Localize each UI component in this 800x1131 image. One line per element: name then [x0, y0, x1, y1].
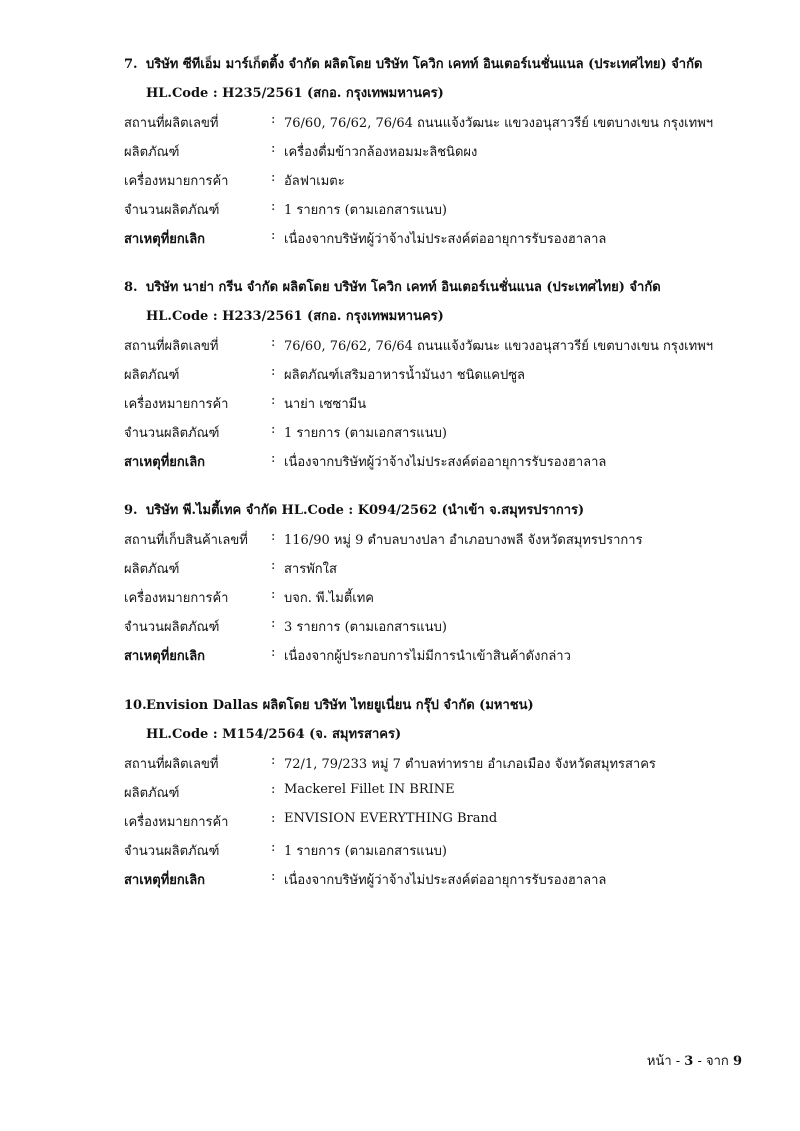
row-label: สถานที่ผลิตเลขที่: [124, 339, 219, 354]
colon: :: [271, 782, 276, 797]
row-value: Mackerel Fillet IN BRINE: [284, 782, 455, 797]
row-label: เครื่องหมายการค้า: [124, 174, 229, 189]
entry-company: บริษัท ซีทีเอ็ม มาร์เก็ตติ้ง จำกัด ผลิตโดย บริษัท โควิก เคทท์ อินเตอร์เนชั่นแนล (ประเทศไทย) จำกัด: [146, 57, 703, 72]
row-value: เนื่องจากบริษัทผู้ว่าจ้างไม่ประสงค์ต่ออายุการรับรองฮาลาล: [284, 873, 607, 888]
entry-number: 9.: [124, 503, 138, 518]
entry-company: บริษัท พี.ไมตี้เทค จำกัด HL.Code : K094/2562 (นำเข้า จ.สมุทรปราการ): [146, 503, 585, 518]
colon: :: [271, 170, 276, 185]
colon: :: [271, 616, 276, 631]
colon: :: [271, 558, 276, 573]
row-label: เครื่องหมายการค้า: [124, 815, 229, 830]
entry-title: [124, 53, 702, 74]
page-total: 9: [732, 1054, 742, 1069]
page-current: 3: [684, 1054, 694, 1069]
row-label: สถานที่ผลิตเลขที่: [124, 757, 219, 772]
colon: :: [271, 393, 276, 408]
row-value: 3 รายการ (ตามเอกสารแนบ): [284, 620, 447, 635]
row-label: สาเหตุที่ยกเลิก: [124, 455, 206, 470]
row-label: จำนวนผลิตภัณฑ์: [124, 426, 220, 441]
row-label: ผลิตภัณฑ์: [124, 786, 180, 801]
row-value: 76/60, 76/62, 76/64 ถนนแจ้งวัฒนะ แขวงอนุสาวรีย์ เขตบางเขน กรุงเทพฯ: [284, 116, 714, 131]
colon: :: [271, 141, 276, 156]
hl-code: HL.Code : H235/2561 (สกอ. กรุงเทพมหานคร): [146, 86, 444, 101]
row-label: จำนวนผลิตภัณฑ์: [124, 203, 220, 218]
row-value: เนื่องจากบริษัทผู้ว่าจ้างไม่ประสงค์ต่ออายุการรับรองฮาลาล: [284, 232, 607, 247]
row-label: เครื่องหมายการค้า: [124, 397, 229, 412]
entry-title: [124, 694, 534, 715]
row-value: ผลิตภัณฑ์เสริมอาหารน้ำมันงา ชนิดแคปซูล: [284, 368, 526, 383]
colon: :: [271, 112, 276, 127]
entry-title: [124, 276, 661, 297]
row-label: จำนวนผลิตภัณฑ์: [124, 844, 220, 859]
row-label: ผลิตภัณฑ์: [124, 368, 180, 383]
row-label: จำนวนผลิตภัณฑ์: [124, 620, 220, 635]
row-value: 116/90 หมู่ 9 ตำบลบางปลา อำเภอบางพลี จังหวัดสมุทรปราการ: [284, 533, 643, 548]
colon: :: [271, 811, 276, 826]
colon: :: [271, 228, 276, 243]
row-value: อัลฟาเมตะ: [284, 174, 345, 189]
row-label: สาเหตุที่ยกเลิก: [124, 873, 206, 888]
colon: :: [271, 840, 276, 855]
row-label: สาเหตุที่ยกเลิก: [124, 232, 206, 247]
row-label: สถานที่ผลิตเลขที่: [124, 116, 219, 131]
row-label: สาเหตุที่ยกเลิก: [124, 649, 206, 664]
page-number: [647, 1050, 742, 1071]
row-value: เครื่องดื่มข้าวกล้องหอมมะลิชนิดผง: [284, 145, 478, 160]
page-middle: - จาก: [697, 1054, 729, 1069]
row-value: สารพักใส: [284, 562, 337, 577]
colon: :: [271, 869, 276, 884]
entry-company: บริษัท นาย่า กรีน จำกัด ผลิตโดย บริษัท โควิก เคทท์ อินเตอร์เนชั่นแนล (ประเทศไทย) จำกัด: [146, 280, 661, 295]
row-value: เนื่องจากบริษัทผู้ว่าจ้างไม่ประสงค์ต่ออายุการรับรองฮาลาล: [284, 455, 607, 470]
row-value: 1 รายการ (ตามเอกสารแนบ): [284, 203, 447, 218]
entry-number: 7.: [124, 57, 138, 72]
colon: :: [271, 451, 276, 466]
row-value: 1 รายการ (ตามเอกสารแนบ): [284, 844, 447, 859]
colon: :: [271, 364, 276, 379]
colon: :: [271, 645, 276, 660]
row-value: นาย่า เซซามีน: [284, 397, 367, 412]
row-value: 1 รายการ (ตามเอกสารแนบ): [284, 426, 447, 441]
colon: :: [271, 753, 276, 768]
row-value: 76/60, 76/62, 76/64 ถนนแจ้งวัฒนะ แขวงอนุสาวรีย์ เขตบางเขน กรุงเทพฯ: [284, 339, 714, 354]
page-prefix: หน้า -: [646, 1054, 681, 1069]
colon: :: [271, 587, 276, 602]
hl-code: HL.Code : M154/2564 (จ. สมุทรสาคร): [146, 727, 402, 742]
colon: :: [271, 199, 276, 214]
colon: :: [271, 335, 276, 350]
row-label: ผลิตภัณฑ์: [124, 562, 180, 577]
row-value: บจก. พี.ไมตี้เทค: [284, 591, 374, 606]
colon: :: [271, 529, 276, 544]
colon: :: [271, 422, 276, 437]
row-label: เครื่องหมายการค้า: [124, 591, 229, 606]
entry-title: [124, 499, 584, 520]
entry-number: 10.: [124, 698, 147, 713]
row-value: 72/1, 79/233 หมู่ 7 ตำบลท่าทราย อำเภอเมือง จังหวัดสมุทรสาคร: [284, 757, 656, 772]
row-label: สถานที่เก็บสินค้าเลขที่: [124, 533, 248, 548]
entry-number: 8.: [124, 280, 138, 295]
row-value: ENVISION EVERYTHING Brand: [284, 811, 498, 826]
row-label: ผลิตภัณฑ์: [124, 145, 180, 160]
row-value: เนื่องจากผู้ประกอบการไม่มีการนำเข้าสินค้าดังกล่าว: [284, 649, 571, 664]
entry-company: Envision Dallas ผลิตโดย บริษัท ไทยยูเนี่ยน กรุ๊ป จำกัด (มหาชน): [146, 698, 534, 713]
hl-code: HL.Code : H233/2561 (สกอ. กรุงเทพมหานคร): [146, 309, 444, 324]
